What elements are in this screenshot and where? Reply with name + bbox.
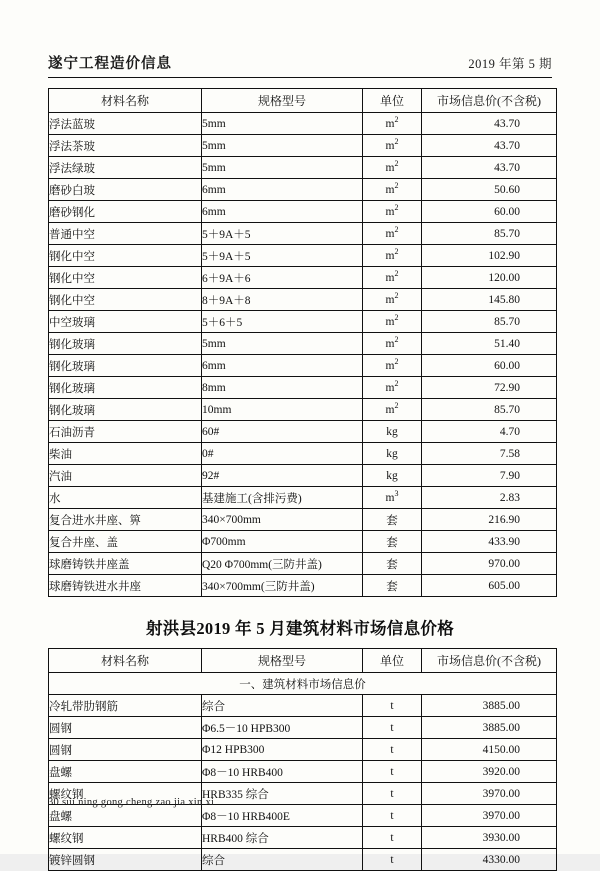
running-head bbox=[48, 52, 552, 78]
cell-spec: Φ8－10 HRB400E bbox=[202, 805, 363, 827]
table-row bbox=[49, 761, 557, 783]
cell-unit: t bbox=[363, 783, 422, 805]
table-row bbox=[49, 223, 557, 245]
col-header-unit: 单位 bbox=[363, 89, 422, 113]
cell-spec: 5＋9A＋5 bbox=[202, 223, 363, 245]
col-header-unit: 单位 bbox=[363, 649, 422, 673]
col-header-price: 市场信息价(不含税) bbox=[422, 649, 557, 673]
table-row bbox=[49, 465, 557, 487]
table-row bbox=[49, 739, 557, 761]
cell-material-name: 钢化中空 bbox=[49, 267, 202, 289]
cell-spec: 8mm bbox=[202, 377, 363, 399]
cell-spec: HRB335 综合 bbox=[202, 783, 363, 805]
cell-material-name: 复合进水井座、箅 bbox=[49, 509, 202, 531]
cell-unit: $m^2$ bbox=[363, 245, 422, 267]
table-header-row bbox=[49, 649, 557, 673]
cell-spec: HRB400 综合 bbox=[202, 827, 363, 849]
cell-price: 85.70 bbox=[422, 399, 557, 421]
table-row bbox=[49, 399, 557, 421]
cell-price: 605.00 bbox=[422, 575, 557, 597]
table-row bbox=[49, 245, 557, 267]
cell-material-name: 盘螺 bbox=[49, 805, 202, 827]
cell-price: 3885.00 bbox=[422, 695, 557, 717]
cell-spec: 5＋6＋5 bbox=[202, 311, 363, 333]
cell-price: 102.90 bbox=[422, 245, 557, 267]
col-header-spec: 规格型号 bbox=[202, 89, 363, 113]
table-row bbox=[49, 487, 557, 509]
cell-price: 85.70 bbox=[422, 223, 557, 245]
cell-spec: 综合 bbox=[202, 695, 363, 717]
table-row bbox=[49, 311, 557, 333]
cell-unit: $m^2$ bbox=[363, 201, 422, 223]
cell-unit: 套 bbox=[363, 553, 422, 575]
cell-unit: $m^2$ bbox=[363, 135, 422, 157]
cell-price: 7.58 bbox=[422, 443, 557, 465]
cell-unit: kg bbox=[363, 421, 422, 443]
cell-material-name: 螺纹钢 bbox=[49, 783, 202, 805]
cell-unit: $m^2$ bbox=[363, 377, 422, 399]
publication-title: 遂宁工程造价信息 bbox=[48, 56, 172, 72]
issue-label: 2019 年第 5 期 bbox=[468, 57, 552, 71]
table-1-body bbox=[49, 113, 557, 597]
cell-spec: 5mm bbox=[202, 157, 363, 179]
cell-unit: $m^2$ bbox=[363, 179, 422, 201]
cell-spec: Q20 Φ700mm(三防井盖) bbox=[202, 553, 363, 575]
table-row bbox=[49, 267, 557, 289]
cell-unit: t bbox=[363, 805, 422, 827]
table-row bbox=[49, 717, 557, 739]
table-1-head bbox=[49, 89, 557, 113]
cell-material-name: 浮法绿玻 bbox=[49, 157, 202, 179]
cell-spec: 92# bbox=[202, 465, 363, 487]
cell-unit: 套 bbox=[363, 509, 422, 531]
cell-price: 43.70 bbox=[422, 135, 557, 157]
cell-unit: t bbox=[363, 695, 422, 717]
cell-material-name: 复合井座、盖 bbox=[49, 531, 202, 553]
cell-price: 50.60 bbox=[422, 179, 557, 201]
cell-material-name: 螺纹钢 bbox=[49, 827, 202, 849]
cell-price: 2.83 bbox=[422, 487, 557, 509]
cell-price: 4.70 bbox=[422, 421, 557, 443]
cell-unit: $m^2$ bbox=[363, 223, 422, 245]
cell-material-name: 球磨铸铁进水井座 bbox=[49, 575, 202, 597]
cell-spec: 5mm bbox=[202, 113, 363, 135]
cell-unit: kg bbox=[363, 443, 422, 465]
cell-price: 7.90 bbox=[422, 465, 557, 487]
cell-spec: Φ700mm bbox=[202, 531, 363, 553]
cell-material-name: 中空玻璃 bbox=[49, 311, 202, 333]
cell-price: 4150.00 bbox=[422, 739, 557, 761]
cell-price: 216.90 bbox=[422, 509, 557, 531]
table-row bbox=[49, 179, 557, 201]
table-row bbox=[49, 377, 557, 399]
cell-material-name: 钢化玻璃 bbox=[49, 399, 202, 421]
cell-price: 85.70 bbox=[422, 311, 557, 333]
cell-spec: 0# bbox=[202, 443, 363, 465]
section-title: 射洪县2019 年 5 月建筑材料市场信息价格 bbox=[145, 619, 455, 638]
cell-unit: $m^2$ bbox=[363, 399, 422, 421]
cell-material-name: 磨砂钢化 bbox=[49, 201, 202, 223]
cell-spec: 6＋9A＋6 bbox=[202, 267, 363, 289]
cell-price: 120.00 bbox=[422, 267, 557, 289]
table-row bbox=[49, 355, 557, 377]
col-header-price: 市场信息价(不含税) bbox=[422, 89, 557, 113]
cell-price: 43.70 bbox=[422, 157, 557, 179]
table-row bbox=[49, 333, 557, 355]
cell-spec: 60# bbox=[202, 421, 363, 443]
table-row bbox=[49, 575, 557, 597]
cell-unit: $m^2$ bbox=[363, 289, 422, 311]
cell-price: 72.90 bbox=[422, 377, 557, 399]
cell-price: 145.80 bbox=[422, 289, 557, 311]
cell-unit: kg bbox=[363, 465, 422, 487]
cell-unit: 套 bbox=[363, 531, 422, 553]
cell-material-name: 镀锌圆钢 bbox=[49, 849, 202, 871]
col-header-spec: 规格型号 bbox=[202, 649, 363, 673]
table-row bbox=[49, 157, 557, 179]
cell-spec: 5mm bbox=[202, 333, 363, 355]
cell-spec: 综合 bbox=[202, 849, 363, 871]
cell-unit: t bbox=[363, 717, 422, 739]
cell-unit: $m^2$ bbox=[363, 311, 422, 333]
cell-material-name: 圆钢 bbox=[49, 717, 202, 739]
cell-price: 970.00 bbox=[422, 553, 557, 575]
cell-material-name: 钢化玻璃 bbox=[49, 355, 202, 377]
table-2-head bbox=[49, 649, 557, 673]
table-row bbox=[49, 113, 557, 135]
table-row bbox=[49, 421, 557, 443]
table-row bbox=[49, 135, 557, 157]
cell-spec: Φ12 HPB300 bbox=[202, 739, 363, 761]
cell-material-name: 钢化中空 bbox=[49, 245, 202, 267]
cell-unit: 套 bbox=[363, 575, 422, 597]
table-row bbox=[49, 201, 557, 223]
cell-unit: $m^2$ bbox=[363, 333, 422, 355]
cell-price: 433.90 bbox=[422, 531, 557, 553]
table-header-row bbox=[49, 89, 557, 113]
cell-material-name: 钢化玻璃 bbox=[49, 333, 202, 355]
cell-spec: Φ6.5－10 HPB300 bbox=[202, 717, 363, 739]
table-row bbox=[49, 849, 557, 871]
cell-material-name: 磨砂白玻 bbox=[49, 179, 202, 201]
col-header-material-name: 材料名称 bbox=[49, 649, 202, 673]
table-row bbox=[49, 553, 557, 575]
cell-price: 60.00 bbox=[422, 201, 557, 223]
cell-price: 4330.00 bbox=[422, 849, 557, 871]
cell-unit: t bbox=[363, 827, 422, 849]
table-row bbox=[49, 827, 557, 849]
cell-material-name: 盘螺 bbox=[49, 761, 202, 783]
table-row bbox=[49, 289, 557, 311]
cell-spec: 6mm bbox=[202, 355, 363, 377]
cell-material-name: 圆钢 bbox=[49, 739, 202, 761]
cell-material-name: 石油沥青 bbox=[49, 421, 202, 443]
cell-spec: 340×700mm bbox=[202, 509, 363, 531]
cell-price: 51.40 bbox=[422, 333, 557, 355]
cell-material-name: 水 bbox=[49, 487, 202, 509]
table-row bbox=[49, 695, 557, 717]
cell-price: 43.70 bbox=[422, 113, 557, 135]
cell-spec: 5＋9A＋5 bbox=[202, 245, 363, 267]
cell-unit: $m^2$ bbox=[363, 355, 422, 377]
group-label: 一、建筑材料市场信息价 bbox=[49, 673, 557, 695]
cell-price: 3970.00 bbox=[422, 805, 557, 827]
cell-material-name: 浮法茶玻 bbox=[49, 135, 202, 157]
cell-unit: $m^3$ bbox=[363, 487, 422, 509]
cell-material-name: 冷轧带肋钢筋 bbox=[49, 695, 202, 717]
cell-material-name: 浮法蓝玻 bbox=[49, 113, 202, 135]
page-footer: 30 sui ning gong cheng zao jia xin xi bbox=[48, 797, 215, 808]
cell-spec: 10mm bbox=[202, 399, 363, 421]
cell-price: 3970.00 bbox=[422, 783, 557, 805]
cell-unit: $m^2$ bbox=[363, 113, 422, 135]
table-group-row bbox=[49, 673, 557, 695]
cell-spec: 340×700mm(三防井盖) bbox=[202, 575, 363, 597]
page-content bbox=[48, 52, 552, 871]
materials-price-table-2 bbox=[48, 648, 557, 871]
cell-spec: Φ8－10 HRB400 bbox=[202, 761, 363, 783]
cell-spec: 8＋9A＋8 bbox=[202, 289, 363, 311]
cell-material-name: 钢化玻璃 bbox=[49, 377, 202, 399]
table-2-body bbox=[49, 673, 557, 871]
cell-spec: 基建施工(含排污费) bbox=[202, 487, 363, 509]
table-row bbox=[49, 443, 557, 465]
cell-spec: 6mm bbox=[202, 201, 363, 223]
cell-price: 60.00 bbox=[422, 355, 557, 377]
cell-unit: $m^2$ bbox=[363, 157, 422, 179]
cell-unit: t bbox=[363, 849, 422, 871]
cell-material-name: 钢化中空 bbox=[49, 289, 202, 311]
cell-material-name: 柴油 bbox=[49, 443, 202, 465]
cell-price: 3885.00 bbox=[422, 717, 557, 739]
cell-unit: t bbox=[363, 739, 422, 761]
cell-material-name: 普通中空 bbox=[49, 223, 202, 245]
cell-material-name: 汽油 bbox=[49, 465, 202, 487]
materials-price-table-1 bbox=[48, 88, 557, 597]
cell-unit: $m^2$ bbox=[363, 267, 422, 289]
cell-spec: 6mm bbox=[202, 179, 363, 201]
cell-price: 3930.00 bbox=[422, 827, 557, 849]
cell-spec: 5mm bbox=[202, 135, 363, 157]
table-row bbox=[49, 509, 557, 531]
table-row bbox=[49, 531, 557, 553]
cell-unit: t bbox=[363, 761, 422, 783]
cell-material-name: 球磨铸铁井座盖 bbox=[49, 553, 202, 575]
cell-price: 3920.00 bbox=[422, 761, 557, 783]
col-header-material-name: 材料名称 bbox=[49, 89, 202, 113]
